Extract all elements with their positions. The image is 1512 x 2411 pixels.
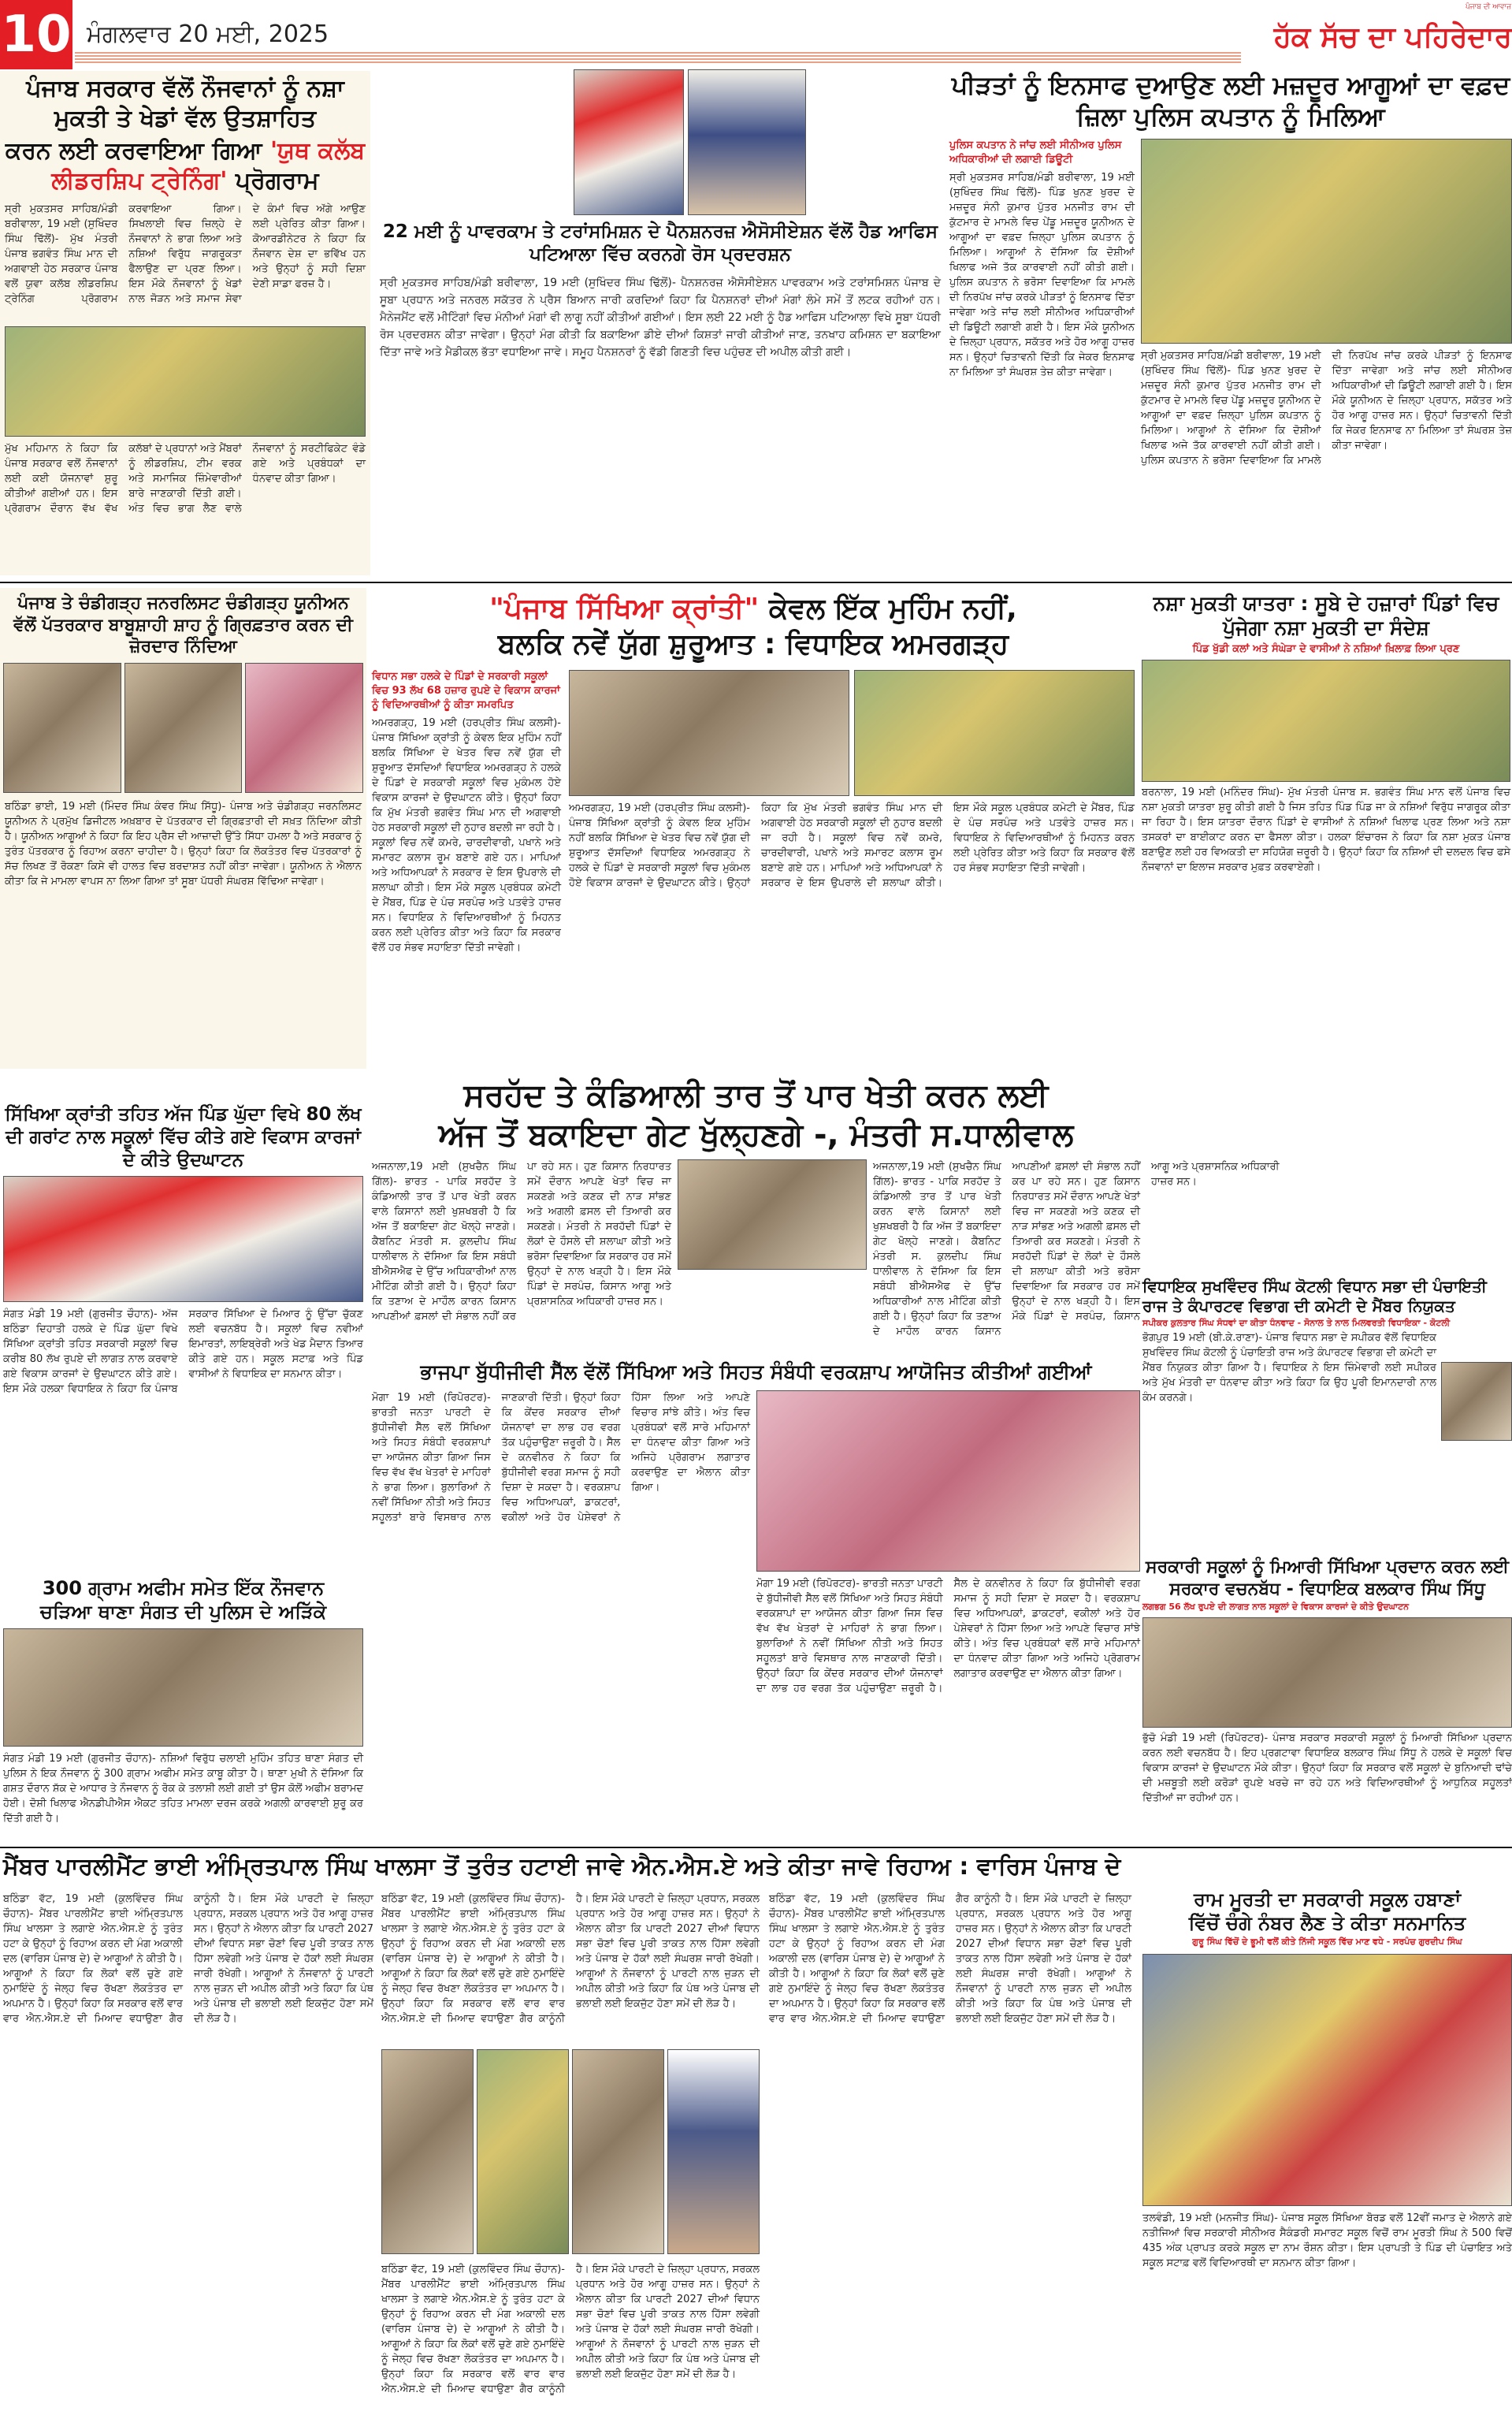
headline: ਬਲਕਿ ਨਵੇਂ ਯੁੱਗ ਸ਼ੁਰੂਆਤ : ਵਿਧਾਇਕ ਅਮਰਗੜ੍ਹ bbox=[497, 628, 1009, 660]
article-journalist-arrest bbox=[0, 588, 366, 1069]
article-amritpal bbox=[0, 1892, 1135, 2408]
masthead-tagline: ਪੰਜਾਬ ਦੀ ਆਵਾਜ਼ bbox=[1466, 3, 1512, 11]
header-rule bbox=[75, 52, 1241, 63]
article-youth-club bbox=[0, 71, 370, 575]
subheadline: ਵਿਧਾਨ ਸਭਾ ਹਲਕੇ ਦੇ ਪਿੰਡਾਂ ਦੇ ਸਰਕਾਰੀ ਸਕੂਲਾਂ ਵਿਚ 93 ਲੱਖ 68 ਹਜ਼ਾਰ ਰੁਪਏ ਦੇ ਵਿਕਾਸ ਕਾਰਜਾਂ ਨੂੰ ਵਿਦਿਆਰਥੀਆਂ ਨੂੰ ਕੀਤਾ ਸਮਰਪਿਤ bbox=[372, 671, 560, 711]
article-body: ਭੁੱਚੋ ਮੰਡੀ 19 ਮਈ (ਰਿਪੋਰਟਰ)- ਪੰਜਾਬ ਸਰਕਾਰ ਸਰਕਾਰੀ ਸਕੂਲਾਂ ਨੂੰ ਮਿਆਰੀ ਸਿੱਖਿਆ ਪ੍ਰਦਾਨ ਕਰਨ ਲਈ ਵਚਨਬੱਧ ਹੈ। ਇਹ ਪ੍ਰਗਟਾਵਾ ਵਿਧਾਇਕ ਬਲਕਾਰ ਸਿੰਘ ਸਿੱਧੂ ਨੇ ਹਲਕੇ ਦੇ ਸਕੂਲਾਂ ਵਿਚ ਵਿਕਾਸ ਕਾਰਜਾਂ ਦੇ ਉਦਘਾਟਨ ਮੌਕੇ ਕੀਤਾ। ਉਨ੍ਹਾਂ ਕਿਹਾ ਕਿ ਸਰਕਾਰ ਵਲੋਂ ਸਕੂਲਾਂ ਦੇ ਬੁਨਿਆਦੀ ਢਾਂਚੇ ਦੀ ਮਜ਼ਬੂਤੀ ਲਈ ਕਰੋੜਾਂ ਰੁਪਏ ਖਰਚੇ ਜਾ ਰਹੇ ਹਨ ਅਤੇ ਵਿਦਿਆਰਥੀਆਂ ਨੂੰ ਆਧੁਨਿਕ ਸਹੂਲਤਾਂ ਦਿੱਤੀਆਂ ਜਾ ਰਹੀਆਂ ਹਨ। bbox=[1142, 1732, 1512, 1804]
photo-yatra bbox=[1142, 660, 1510, 782]
headline: ਪੰਜਾਬ ਸਰਕਾਰ ਵੱਲੋਂ ਨੌਜਵਾਨਾਂ ਨੂੰ ਨਸ਼ਾ ਮੁਕਤੀ ਤੇ ਖੇਡਾਂ ਵੱਲ ਉਤਸ਼ਾਹਿਤ bbox=[26, 75, 344, 132]
headline-amritpal: ਮੈਂਬਰ ਪਾਰਲੀਮੈਂਟ ਭਾਈ ਅੰਮ੍ਰਿਤਪਾਲ ਸਿੰਘ ਖਾਲਸਾ ਤੋਂ ਤੁਰੰਤ ਹਟਾਈ ਜਾਵੇ ਐਨ.ਐਸ.ਏ ਅਤੇ ਕੀਤਾ ਜਾਵੇ ਰਿਹਾਅ : ਵਾਰਿਸ ਪੰਜਾਬ ਦੇ bbox=[3, 1853, 1121, 1881]
headline-part: ਪ੍ਰੋਗਰਾਮ bbox=[235, 166, 319, 195]
headline: ਨਸ਼ਾ ਮੁਕਤੀ ਯਾਤਰਾ : ਸੂਬੇ ਦੇ ਹਜ਼ਾਰਾਂ ਪਿੰਡਾਂ ਵਿਚ ਪੁੱਜੇਗਾ ਨਸ਼ਾ ਮੁਕਤੀ ਦਾ ਸੰਦੇਸ਼ bbox=[1153, 592, 1499, 640]
headline: ਚੜਿਆ ਥਾਣਾ ਸੰਗਤ ਦੀ ਪੁਲਿਸ ਦੇ ਅੜਿੱਕੇ bbox=[39, 1601, 327, 1623]
article-bjp-workshop bbox=[372, 1360, 1140, 1844]
article-body: ਮੁੱਖ ਮਹਿਮਾਨ ਨੇ ਕਿਹਾ ਕਿ ਪੰਜਾਬ ਸਰਕਾਰ ਵਲੋਂ ਨੌਜਵਾਨਾਂ ਲਈ ਕਈ ਯੋਜਨਾਵਾਂ ਸ਼ੁਰੂ ਕੀਤੀਆਂ ਗਈਆਂ ਹਨ। ਇਸ ਪ੍ਰੋਗਰਾਮ ਦੌਰਾਨ ਵੱਖ ਵੱਖ ਕਲੱਬਾਂ ਦੇ ਪ੍ਰਧਾਨਾਂ ਅਤੇ ਮੈਂਬਰਾਂ ਨੂੰ ਲੀਡਰਸ਼ਿਪ, ਟੀਮ ਵਰਕ ਅਤੇ ਸਮਾਜਿਕ ਜ਼ਿੰਮੇਵਾਰੀਆਂ ਬਾਰੇ ਜਾਣਕਾਰੀ ਦਿੱਤੀ ਗਈ। ਅੰਤ ਵਿਚ ਭਾਗ ਲੈਣ ਵਾਲੇ ਨੌਜਵਾਨਾਂ ਨੂੰ ਸਰਟੀਫਿਕੇਟ ਵੰਡੇ ਗਏ ਅਤੇ ਪ੍ਰਬੰਧਕਾਂ ਦਾ ਧੰਨਵਾਦ ਕੀਤਾ ਗਿਆ। bbox=[5, 443, 366, 515]
subheadline: ਪੁਲਿਸ ਕਪਤਾਨ ਨੇ ਜਾਂਚ ਲਈ ਸੀਨੀਅਰ ਪੁਲਿਸ ਅਧਿਕਾਰੀਆਂ ਦੀ ਲਗਾਈ ਡਿਊਟੀ bbox=[949, 140, 1122, 166]
headline: ਸਿੱਖਿਆ ਕ੍ਰਾਂਤੀ ਤਹਿਤ ਅੱਜ ਪਿੰਡ ਘੁੱਦਾ ਵਿਖੇ 80 ਲੱਖ ਦੀ ਗਰਾਂਟ ਨਾਲ ਸਕੂਲਾਂ ਵਿੱਚ ਕੀਤੇ ਗਏ ਵਿਕਾਸ ਕਾਰਜਾਂ ਦੇ ਕੀਤੇ ਉਦਘਾਟਨ bbox=[5, 1104, 362, 1170]
article-body-continued: ਅਮਰਗੜ੍ਹ, 19 ਮਈ (ਹਰਪ੍ਰੀਤ ਸਿੰਘ ਕਲਸੀ)- ਪੰਜਾਬ ਸਿੱਖਿਆ ਕ੍ਰਾਂਤੀ ਨੂੰ ਕੇਵਲ ਇਕ ਮੁਹਿੰਮ ਨਹੀਂ ਬਲਕਿ ਸਿੱਖਿਆ ਦੇ ਖੇਤਰ ਵਿਚ ਨਵੇਂ ਯੁੱਗ ਦੀ ਸ਼ੁਰੂਆਤ ਦੱਸਦਿਆਂ ਵਿਧਾਇਕ ਅਮਰਗੜ੍ਹ ਨੇ ਹਲਕੇ ਦੇ ਪਿੰਡਾਂ ਦੇ ਸਰਕਾਰੀ ਸਕੂਲਾਂ ਵਿਚ ਮੁਕੰਮਲ ਹੋਏ ਵਿਕਾਸ ਕਾਰਜਾਂ ਦੇ ਉਦਘਾਟਨ ਕੀਤੇ। ਉਨ੍ਹਾਂ ਕਿਹਾ ਕਿ ਮੁੱਖ ਮੰਤਰੀ ਭਗਵੰਤ ਸਿੰਘ ਮਾਨ ਦੀ ਅਗਵਾਈ ਹੇਠ ਸਰਕਾਰੀ ਸਕੂਲਾਂ ਦੀ ਨੁਹਾਰ ਬਦਲੀ ਜਾ ਰਹੀ ਹੈ। ਸਕੂਲਾਂ ਵਿਚ ਨਵੇਂ ਕਮਰੇ, ਚਾਰਦੀਵਾਰੀ, ਪਖਾਨੇ ਅਤੇ ਸਮਾਰਟ ਕਲਾਸ ਰੂਮ ਬਣਾਏ ਗਏ ਹਨ। ਮਾਪਿਆਂ ਅਤੇ ਅਧਿਆਪਕਾਂ ਨੇ ਸਰਕਾਰ ਦੇ ਇਸ ਉਪਰਾਲੇ ਦੀ ਸ਼ਲਾਘਾ ਕੀਤੀ। ਇਸ ਮੌਕੇ ਸਕੂਲ ਪ੍ਰਬੰਧਕ ਕਮੇਟੀ ਦੇ ਮੈਂਬਰ, ਪਿੰਡ ਦੇ ਪੰਚ ਸਰਪੰਚ ਅਤੇ ਪਤਵੰਤੇ ਹਾਜ਼ਰ ਸਨ। ਵਿਧਾਇਕ ਨੇ ਵਿਦਿਆਰਥੀਆਂ ਨੂੰ ਮਿਹਨਤ ਕਰਨ ਲਈ ਪ੍ਰੇਰਿਤ ਕੀਤਾ ਅਤੇ ਕਿਹਾ ਕਿ ਸਰਕਾਰ ਵੱਲੋਂ ਹਰ ਸੰਭਵ ਸਹਾਇਤਾ ਦਿੱਤੀ ਜਾਵੇਗੀ। bbox=[569, 802, 1135, 889]
headline: 22 ਮਈ ਨੂੰ ਪਾਵਰਕਾਮ ਤੇ ਟਰਾਂਸਮਿਸ਼ਨ ਦੇ ਪੈਨਸ਼ਨਰਜ਼ ਐਸੋਸੀਏਸ਼ਨ ਵੱਲੋਂ ਹੈਡ ਆਫਿਸ ਪਟਿਆਲਾ ਵਿੱਚ ਕਰਨਗੇ ਰੋਸ ਪ੍ਰਦਰਸ਼ਨ bbox=[382, 221, 938, 265]
headline: ਸਰਕਾਰੀ ਸਕੂਲਾਂ ਨੂੰ ਮਿਆਰੀ ਸਿੱਖਿਆ ਪ੍ਰਦਾਨ ਕਰਨ ਲਈ bbox=[1145, 1557, 1510, 1577]
headline: ਸਰਹੱਦ ਤੇ ਕੰਡਿਆਲੀ ਤਾਰ ਤੋਂ ਪਾਰ ਖੇਤੀ ਕਰਨ ਲਈ bbox=[463, 1077, 1049, 1114]
article-body: ਸ੍ਰੀ ਮੁਕਤਸਰ ਸਾਹਿਬ/ਮੰਡੀ ਬਰੀਵਾਲਾ, 19 ਮਈ (ਸੁਖਿੰਦਰ ਸਿੰਘ ਢਿੱਲੋਂ)- ਪਿੰਡ ਖੁਨਣ ਖੁਰਦ ਦੇ ਮਜ਼ਦੂਰ ਸੰਨੀ ਕੁਮਾਰ ਪੁੱਤਰ ਮਨਜੀਤ ਰਾਮ ਦੀ ਕੁੱਟਮਾਰ ਦੇ ਮਾਮਲੇ ਵਿਚ ਪੇਂਡੂ ਮਜ਼ਦੂਰ ਯੂਨੀਅਨ ਦੇ ਆਗੂਆਂ ਦਾ ਵਫ਼ਦ ਜ਼ਿਲ੍ਹਾ ਪੁਲਿਸ ਕਪਤਾਨ ਨੂੰ ਮਿਲਿਆ। ਆਗੂਆਂ ਨੇ ਦੱਸਿਆ ਕਿ ਦੋਸ਼ੀਆਂ ਖਿਲਾਫ ਅਜੇ ਤੱਕ ਕਾਰਵਾਈ ਨਹੀਂ ਕੀਤੀ ਗਈ। ਪੁਲਿਸ ਕਪਤਾਨ ਨੇ ਭਰੋਸਾ ਦਿਵਾਇਆ ਕਿ ਮਾਮਲੇ ਦੀ ਨਿਰਪੱਖ ਜਾਂਚ ਕਰਕੇ ਪੀੜਤਾਂ ਨੂੰ ਇਨਸਾਫ ਦਿੱਤਾ ਜਾਵੇਗਾ ਅਤੇ ਜਾਂਚ ਲਈ ਸੀਨੀਅਰ ਅਧਿਕਾਰੀਆਂ ਦੀ ਡਿਊਟੀ ਲਗਾਈ ਗਈ ਹੈ। ਇਸ ਮੌਕੇ ਯੂਨੀਅਨ ਦੇ ਜ਼ਿਲ੍ਹਾ ਪ੍ਰਧਾਨ, ਸਕੱਤਰ ਅਤੇ ਹੋਰ ਆਗੂ ਹਾਜ਼ਰ ਸਨ। ਉਨ੍ਹਾਂ ਚਿਤਾਵਨੀ ਦਿੱਤੀ ਕਿ ਜੇਕਰ ਇਨਸਾਫ ਨਾ ਮਿਲਿਆ ਤਾਂ ਸੰਘਰਸ਼ ਤੇਜ਼ ਕੀਤਾ ਜਾਵੇਗਾ। bbox=[949, 172, 1135, 378]
article-body: ਸ੍ਰੀ ਮੁਕਤਸਰ ਸਾਹਿਬ/ਮੰਡੀ ਬਰੀਵਾਲਾ, 19 ਮਈ (ਸੁਖਿੰਦਰ ਸਿੰਘ ਢਿੱਲੋਂ)- ਮੁੱਖ ਮੰਤਰੀ ਪੰਜਾਬ ਭਗਵੰਤ ਸਿੰਘ ਮਾਨ ਦੀ ਅਗਵਾਈ ਹੇਠ ਸਰਕਾਰ ਪੰਜਾਬ ਵਲੋਂ ਯੁਵਾ ਕਲੱਬ ਲੀਡਰਸ਼ਿਪ ਟ੍ਰੇਨਿੰਗ ਪ੍ਰੋਗਰਾਮ ਕਰਵਾਇਆ ਗਿਆ। ਸਿਖਲਾਈ ਵਿਚ ਜ਼ਿਲ੍ਹੇ ਦੇ ਨੌਜਵਾਨਾਂ ਨੇ ਭਾਗ ਲਿਆ ਅਤੇ ਨਸ਼ਿਆਂ ਵਿਰੁੱਧ ਜਾਗਰੂਕਤਾ ਫੈਲਾਉਣ ਦਾ ਪ੍ਰਣ ਲਿਆ। ਇਸ ਮੌਕੇ ਨੌਜਵਾਨਾਂ ਨੂੰ ਖੇਡਾਂ ਨਾਲ ਜੋੜਨ ਅਤੇ ਸਮਾਜ ਸੇਵਾ ਦੇ ਕੰਮਾਂ ਵਿਚ ਅੱਗੇ ਆਉਣ ਲਈ ਪ੍ਰੇਰਿਤ ਕੀਤਾ ਗਿਆ। ਕੋਆਰਡੀਨੇਟਰ ਨੇ ਕਿਹਾ ਕਿ ਨੌਜਵਾਨ ਦੇਸ਼ ਦਾ ਭਵਿੱਖ ਹਨ ਅਤੇ ਉਨ੍ਹਾਂ ਨੂੰ ਸਹੀ ਦਿਸ਼ਾ ਦੇਣੀ ਸਾਡਾ ਫਰਜ਼ ਹੈ। bbox=[5, 203, 366, 305]
article-body-continued: ਮੋਗਾ 19 ਮਈ (ਰਿਪੋਰਟਰ)- ਭਾਰਤੀ ਜਨਤਾ ਪਾਰਟੀ ਦੇ ਬੁੱਧੀਜੀਵੀ ਸੈੱਲ ਵਲੋਂ ਸਿੱਖਿਆ ਅਤੇ ਸਿਹਤ ਸੰਬੰਧੀ ਵਰਕਸ਼ਾਪਾਂ ਦਾ ਆਯੋਜਨ ਕੀਤਾ ਗਿਆ ਜਿਸ ਵਿਚ ਵੱਖ ਵੱਖ ਖੇਤਰਾਂ ਦੇ ਮਾਹਿਰਾਂ ਨੇ ਭਾਗ ਲਿਆ। ਬੁਲਾਰਿਆਂ ਨੇ ਨਵੀਂ ਸਿੱਖਿਆ ਨੀਤੀ ਅਤੇ ਸਿਹਤ ਸਹੂਲਤਾਂ ਬਾਰੇ ਵਿਸਥਾਰ ਨਾਲ ਜਾਣਕਾਰੀ ਦਿੱਤੀ। ਉਨ੍ਹਾਂ ਕਿਹਾ ਕਿ ਕੇਂਦਰ ਸਰਕਾਰ ਦੀਆਂ ਯੋਜਨਾਵਾਂ ਦਾ ਲਾਭ ਹਰ ਵਰਗ ਤੱਕ ਪਹੁੰਚਾਉਣਾ ਜ਼ਰੂਰੀ ਹੈ। ਸੈੱਲ ਦੇ ਕਨਵੀਨਰ ਨੇ ਕਿਹਾ ਕਿ ਬੁੱਧੀਜੀਵੀ ਵਰਗ ਸਮਾਜ ਨੂੰ ਸਹੀ ਦਿਸ਼ਾ ਦੇ ਸਕਦਾ ਹੈ। ਵਰਕਸ਼ਾਪ ਵਿਚ ਅਧਿਆਪਕਾਂ, ਡਾਕਟਰਾਂ, ਵਕੀਲਾਂ ਅਤੇ ਹੋਰ ਪੇਸ਼ੇਵਰਾਂ ਨੇ ਹਿੱਸਾ ਲਿਆ ਅਤੇ ਆਪਣੇ ਵਿਚਾਰ ਸਾਂਝੇ ਕੀਤੇ। ਅੰਤ ਵਿਚ ਪ੍ਰਬੰਧਕਾਂ ਵਲੋਂ ਸਾਰੇ ਮਹਿਮਾਨਾਂ ਦਾ ਧੰਨਵਾਦ ਕੀਤਾ ਗਿਆ ਅਤੇ ਅਜਿਹੇ ਪ੍ਰੋਗਰਾਮ ਲਗਾਤਾਰ ਕਰਵਾਉਣ ਦਾ ਐਲਾਨ ਕੀਤਾ ਗਿਆ। bbox=[756, 1578, 1140, 1695]
article-drug-free-yatra bbox=[1140, 591, 1512, 1068]
subheadline: ਸਪੀਕਰ ਕੁਲਤਾਰ ਸਿੰਘ ਸੰਧਵਾਂ ਦਾ ਕੀਤਾ ਧੰਨਵਾਦ - ਸੋਨਾਲ ਤੇ ਨਾਲ ਮਿਲਵਰਤੀ ਵਿਧਾਇਕਾ - ਕੋਟਲੀ bbox=[1142, 1318, 1451, 1328]
article-body-continued: ਬਠਿੰਡਾ ਵੱਟ, 19 ਮਈ (ਕੁਲਵਿੰਦਰ ਸਿੰਘ ਚੌਹਾਨ)- ਮੈਂਬਰ ਪਾਰਲੀਮੈਂਟ ਭਾਈ ਅੰਮ੍ਰਿਤਪਾਲ ਸਿੰਘ ਖਾਲਸਾ ਤੇ ਲਗਾਏ ਐਨ.ਐਸ.ਏ ਨੂੰ ਤੁਰੰਤ ਹਟਾ ਕੇ ਉਨ੍ਹਾਂ ਨੂੰ ਰਿਹਾਅ ਕਰਨ ਦੀ ਮੰਗ ਅਕਾਲੀ ਦਲ (ਵਾਰਿਸ ਪੰਜਾਬ ਦੇ) ਦੇ ਆਗੂਆਂ ਨੇ ਕੀਤੀ ਹੈ। ਆਗੂਆਂ ਨੇ ਕਿਹਾ ਕਿ ਲੋਕਾਂ ਵਲੋਂ ਚੁਣੇ ਗਏ ਨੁਮਾਇੰਦੇ ਨੂੰ ਜੇਲ੍ਹ ਵਿਚ ਰੱਖਣਾ ਲੋਕਤੰਤਰ ਦਾ ਅਪਮਾਨ ਹੈ। ਉਨ੍ਹਾਂ ਕਿਹਾ ਕਿ ਸਰਕਾਰ ਵਲੋਂ ਵਾਰ ਵਾਰ ਐਨ.ਐਸ.ਏ ਦੀ ਮਿਆਦ ਵਧਾਉਣਾ ਗੈਰ ਕਾਨੂੰਨੀ ਹੈ। ਇਸ ਮੌਕੇ ਪਾਰਟੀ ਦੇ ਜ਼ਿਲ੍ਹਾ ਪ੍ਰਧਾਨ, ਸਰਕਲ ਪ੍ਰਧਾਨ ਅਤੇ ਹੋਰ ਆਗੂ ਹਾਜ਼ਰ ਸਨ। ਉਨ੍ਹਾਂ ਨੇ ਐਲਾਨ ਕੀਤਾ ਕਿ ਪਾਰਟੀ 2027 ਦੀਆਂ ਵਿਧਾਨ ਸਭਾ ਚੋਣਾਂ ਵਿਚ ਪੂਰੀ ਤਾਕਤ ਨਾਲ ਹਿੱਸਾ ਲਵੇਗੀ ਅਤੇ ਪੰਜਾਬ ਦੇ ਹੱਕਾਂ ਲਈ ਸੰਘਰਸ਼ ਜਾਰੀ ਰੱਖੇਗੀ। ਆਗੂਆਂ ਨੇ ਨੌਜਵਾਨਾਂ ਨੂੰ ਪਾਰਟੀ ਨਾਲ ਜੁੜਨ ਦੀ ਅਪੀਲ ਕੀਤੀ ਅਤੇ ਕਿਹਾ ਕਿ ਪੰਥ ਅਤੇ ਪੰਜਾਬ ਦੀ ਭਲਾਈ ਲਈ ਇਕਜੁੱਟ ਹੋਣਾ ਸਮੇਂ ਦੀ ਲੋੜ ਹੈ। bbox=[769, 1893, 1131, 2025]
issue-date: ਮੰਗਲਵਾਰ 20 ਮਈ, 2025 bbox=[87, 20, 329, 48]
article-body: ਸੰਗਤ ਮੰਡੀ 19 ਮਈ (ਗੁਰਜੀਤ ਚੌਹਾਨ)- ਅੱਜ ਬਠਿੰਡਾ ਦਿਹਾਤੀ ਹਲਕੇ ਦੇ ਪਿੰਡ ਘੁੱਦਾ ਵਿਖੇ ਸਿੱਖਿਆ ਕ੍ਰਾਂਤੀ ਤਹਿਤ ਸਰਕਾਰੀ ਸਕੂਲਾਂ ਵਿਚ ਕਰੀਬ 80 ਲੱਖ ਰੁਪਏ ਦੀ ਲਾਗਤ ਨਾਲ ਕਰਵਾਏ ਗਏ ਵਿਕਾਸ ਕਾਰਜਾਂ ਦੇ ਉਦਘਾਟਨ ਕੀਤੇ ਗਏ। ਇਸ ਮੌਕੇ ਹਲਕਾ ਵਿਧਾਇਕ ਨੇ ਕਿਹਾ ਕਿ ਪੰਜਾਬ ਸਰਕਾਰ ਸਿੱਖਿਆ ਦੇ ਮਿਆਰ ਨੂੰ ਉੱਚਾ ਚੁੱਕਣ ਲਈ ਵਚਨਬੱਧ ਹੈ। ਸਕੂਲਾਂ ਵਿਚ ਨਵੀਆਂ ਇਮਾਰਤਾਂ, ਲਾਇਬ੍ਰੇਰੀ ਅਤੇ ਖੇਡ ਮੈਦਾਨ ਤਿਆਰ ਕੀਤੇ ਗਏ ਹਨ। ਸਕੂਲ ਸਟਾਫ਼ ਅਤੇ ਪਿੰਡ ਵਾਸੀਆਂ ਨੇ ਵਿਧਾਇਕ ਦਾ ਸਨਮਾਨ ਕੀਤਾ। bbox=[3, 1308, 363, 1396]
photo-workshop bbox=[756, 1390, 1140, 1572]
headline-part: ਕੇਵਲ ਇੱਕ ਮੁਹਿੰਮ ਨਹੀਂ, bbox=[768, 593, 1017, 625]
article-body: ਬਰਨਾਲਾ, 19 ਮਈ (ਮਨਿੰਦਰ ਸਿੰਘ)- ਮੁੱਖ ਮੰਤਰੀ ਪੰਜਾਬ ਸ. ਭਗਵੰਤ ਸਿੰਘ ਮਾਨ ਵਲੋਂ ਪੰਜਾਬ ਵਿਚ ਨਸ਼ਾ ਮੁਕਤੀ ਯਾਤਰਾ ਸ਼ੁਰੂ ਕੀਤੀ ਗਈ ਹੈ ਜਿਸ ਤਹਿਤ ਪਿੰਡ ਪਿੰਡ ਜਾ ਕੇ ਨਸ਼ਿਆਂ ਵਿਰੁੱਧ ਜਾਗਰੂਕ ਕੀਤਾ ਜਾ ਰਿਹਾ ਹੈ। ਇਸ ਯਾਤਰਾ ਦੌਰਾਨ ਪਿੰਡਾਂ ਦੇ ਵਾਸੀਆਂ ਨੇ ਨਸ਼ਿਆਂ ਖਿਲਾਫ ਪ੍ਰਣ ਲਿਆ ਅਤੇ ਨਸ਼ਾ ਤਸਕਰਾਂ ਦਾ ਬਾਈਕਾਟ ਕਰਨ ਦਾ ਫੈਸਲਾ ਕੀਤਾ। ਹਲਕਾ ਇੰਚਾਰਜ ਨੇ ਕਿਹਾ ਕਿ ਨਸ਼ਾ ਮੁਕਤ ਪੰਜਾਬ ਬਣਾਉਣ ਲਈ ਹਰ ਵਿਅਕਤੀ ਦਾ ਸਹਿਯੋਗ ਜ਼ਰੂਰੀ ਹੈ। ਉਨ੍ਹਾਂ ਕਿਹਾ ਕਿ ਨਸ਼ਿਆਂ ਦੀ ਦਲਦਲ ਵਿਚ ਫਸੇ ਨੌਜਵਾਨਾਂ ਦਾ ਇਲਾਜ ਸਰਕਾਰ ਮੁਫ਼ਤ ਕਰਵਾਏਗੀ। bbox=[1142, 786, 1510, 873]
article-mla-kotli bbox=[1142, 1277, 1512, 1553]
article-opium-arrest bbox=[0, 1576, 366, 1844]
divider bbox=[0, 582, 1512, 583]
headline-highlight: 'ਯੁਥ ਕਲੱਬ ਲੀਡਰਸ਼ਿਪ ਟ੍ਰੇਨਿੰਗ' bbox=[51, 137, 366, 195]
headline-part: ਕਰਨ ਲਈ ਕਰਵਾਇਆ ਗਿਆ bbox=[5, 137, 262, 165]
photo-portrait bbox=[667, 2049, 760, 2254]
article-body: ਤਲਵੰਡੀ, 19 ਮਈ (ਮਨਜੀਤ ਸਿੰਘ)- ਪੰਜਾਬ ਸਕੂਲ ਸਿੱਖਿਆ ਬੋਰਡ ਵਲੋਂ 12ਵੀਂ ਜਮਾਤ ਦੇ ਐਲਾਨੇ ਗਏ ਨਤੀਜਿਆਂ ਵਿਚ ਸਰਕਾਰੀ ਸੀਨੀਅਰ ਸੈਕੰਡਰੀ ਸਮਾਰਟ ਸਕੂਲ ਵਿਚੋਂ ਰਾਮ ਮੂਰਤੀ ਸਿੰਘ ਨੇ 500 ਵਿਚੋਂ 435 ਅੰਕ ਪ੍ਰਾਪਤ ਕਰਕੇ ਸਕੂਲ ਦਾ ਨਾਮ ਰੌਸ਼ਨ ਕੀਤਾ। ਇਸ ਪ੍ਰਾਪਤੀ ਤੇ ਪਿੰਡ ਦੀ ਪੰਚਾਇਤ ਅਤੇ ਸਕੂਲ ਸਟਾਫ਼ ਵਲੋਂ ਵਿਦਿਆਰਥੀ ਦਾ ਸਨਮਾਨ ਕੀਤਾ ਗਿਆ। bbox=[1142, 2212, 1512, 2269]
photo-delegation bbox=[1141, 139, 1512, 344]
headline: ਵਿਧਾਇਕ ਸੁਖਵਿੰਦਰ ਸਿੰਘ ਕੋਟਲੀ ਵਿਧਾਨ ਸਭਾ ਦੀ ਪੰਚਾਇਤੀ ਰਾਜ ਤੇ ਕੰਪਾਰਟਵ ਵਿਭਾਗ ਦੀ ਕਮੇਟੀ ਦੇ ਮੈਂਬਰ ਨਿਯੁਕਤ bbox=[1142, 1277, 1487, 1315]
subheadline: ਪਿੰਡ ਖੁੱਡੀ ਕਲਾਂ ਅਤੇ ਸੰਘੇੜਾ ਦੇ ਵਾਸੀਆਂ ਨੇ ਨਸ਼ਿਆਂ ਖ਼ਿਲਾਫ਼ ਲਿਆ ਪ੍ਰਣ bbox=[1192, 642, 1460, 655]
page-number: 10 bbox=[0, 0, 72, 69]
article-labour-delegation bbox=[949, 69, 1512, 578]
headline: ਸਰਕਾਰ ਵਚਨਬੱਧ - ਵਿਧਾਇਕ ਬਲਕਾਰ ਸਿੰਘ ਸਿੱਧੂ bbox=[1169, 1579, 1485, 1599]
headline-highlight: "ਪੰਜਾਬ ਸਿੱਖਿਆ ਕ੍ਰਾਂਤੀ" bbox=[489, 593, 760, 625]
photo-school-inauguration bbox=[1142, 1617, 1512, 1728]
photo-minister bbox=[678, 1159, 867, 1270]
photo-school-event bbox=[854, 670, 1135, 796]
article-body: ਸ੍ਰੀ ਮੁਕਤਸਰ ਸਾਹਿਬ/ਮੰਡੀ ਬਰੀਵਾਲਾ, 19 ਮਈ (ਸੁਖਿੰਦਰ ਸਿੰਘ ਢਿੱਲੋਂ)- ਪੈਨਸ਼ਨਰਜ਼ ਐਸੋਸੀਏਸ਼ਨ ਪਾਵਰਕਾਮ ਅਤੇ ਟਰਾਂਸਮਿਸ਼ਨ ਪੰਜਾਬ ਦੇ ਸੂਬਾ ਪ੍ਰਧਾਨ ਅਤੇ ਜਨਰਲ ਸਕੱਤਰ ਨੇ ਪ੍ਰੈਸ ਬਿਆਨ ਜਾਰੀ ਕਰਦਿਆਂ ਕਿਹਾ ਕਿ ਪੈਨਸ਼ਨਰਾਂ ਦੀਆਂ ਮੰਗਾਂ ਲੰਮੇ ਸਮੇਂ ਤੋਂ ਲਟਕ ਰਹੀਆਂ ਹਨ। ਮੈਨੇਜਮੈਂਟ ਵਲੋਂ ਮੀਟਿੰਗਾਂ ਵਿਚ ਮੰਨੀਆਂ ਮੰਗਾਂ ਵੀ ਲਾਗੂ ਨਹੀਂ ਕੀਤੀਆਂ ਗਈਆਂ। ਇਸ ਲਈ 22 ਮਈ ਨੂੰ ਹੈਡ ਆਫਿਸ ਪਟਿਆਲਾ ਵਿਖੇ ਸੂਬਾ ਪੱਧਰੀ ਰੋਸ ਪ੍ਰਦਰਸ਼ਨ ਕੀਤਾ ਜਾਵੇਗਾ। ਉਨ੍ਹਾਂ ਮੰਗ ਕੀਤੀ ਕਿ ਬਕਾਇਆ ਡੀਏ ਦੀਆਂ ਕਿਸ਼ਤਾਂ ਜਾਰੀ ਕੀਤੀਆਂ ਜਾਣ, ਤਨਖਾਹ ਕਮਿਸ਼ਨ ਦਾ ਬਕਾਇਆ ਦਿੱਤਾ ਜਾਵੇ ਅਤੇ ਮੈਡੀਕਲ ਭੱਤਾ ਵਧਾਇਆ ਜਾਵੇ। ਸਮੂਹ ਪੈਨਸ਼ਨਰਾਂ ਨੂੰ ਵੱਡੀ ਗਿਣਤੀ ਵਿਚ ਪਹੁੰਚਣ ਦੀ ਅਪੀਲ ਕੀਤੀ ਗਈ। bbox=[380, 277, 941, 359]
headline: 300 ਗ੍ਰਾਮ ਅਫੀਮ ਸਮੇਤ ਇੱਕ ਨੌਜਵਾਨ bbox=[42, 1577, 325, 1599]
photo-police bbox=[3, 1628, 363, 1747]
subheadline: ਲਗਭਗ 56 ਲੱਖ ਰੁਪਏ ਦੀ ਲਾਗਤ ਨਾਲ ਸਕੂਲਾਂ ਦੇ ਵਿਕਾਸ ਕਾਰਜਾਂ ਦੇ ਕੀਤੇ ਉਦਘਾਟਨ bbox=[1142, 1602, 1410, 1612]
photo-portrait bbox=[245, 663, 363, 793]
article-body-continued: ਅਜਨਾਲਾ,19 ਮਈ (ਸੁਖਚੈਨ ਸਿੰਘ ਗਿੱਲ)- ਭਾਰਤ - ਪਾਕਿ ਸਰਹੱਦ ਤੇ ਕੰਡਿਆਲੀ ਤਾਰ ਤੋਂ ਪਾਰ ਖੇਤੀ ਕਰਨ ਵਾਲੇ ਕਿਸਾਨਾਂ ਲਈ ਖੁਸ਼ਖਬਰੀ ਹੈ ਕਿ ਅੱਜ ਤੋਂ ਬਕਾਇਦਾ ਗੇਟ ਖੋਲ੍ਹੇ ਜਾਣਗੇ। ਕੈਬਨਿਟ ਮੰਤਰੀ ਸ. ਕੁਲਦੀਪ ਸਿੰਘ ਧਾਲੀਵਾਲ ਨੇ ਦੱਸਿਆ ਕਿ ਇਸ ਸਬੰਧੀ ਬੀਐਸਐਫ ਦੇ ਉੱਚ ਅਧਿਕਾਰੀਆਂ ਨਾਲ ਮੀਟਿੰਗ ਕੀਤੀ ਗਈ ਹੈ। ਉਨ੍ਹਾਂ ਕਿਹਾ ਕਿ ਤਣਾਅ ਦੇ ਮਾਹੌਲ ਕਾਰਨ ਕਿਸਾਨ ਆਪਣੀਆਂ ਫ਼ਸਲਾਂ ਦੀ ਸੰਭਾਲ ਨਹੀਂ ਕਰ ਪਾ ਰਹੇ ਸਨ। ਹੁਣ ਕਿਸਾਨ ਨਿਰਧਾਰਤ ਸਮੇਂ ਦੌਰਾਨ ਆਪਣੇ ਖੇਤਾਂ ਵਿਚ ਜਾ ਸਕਣਗੇ ਅਤੇ ਕਣਕ ਦੀ ਨਾੜ ਸਾਂਭਣ ਅਤੇ ਅਗਲੀ ਫ਼ਸਲ ਦੀ ਤਿਆਰੀ ਕਰ ਸਕਣਗੇ। ਮੰਤਰੀ ਨੇ ਸਰਹੱਦੀ ਪਿੰਡਾਂ ਦੇ ਲੋਕਾਂ ਦੇ ਹੌਸਲੇ ਦੀ ਸ਼ਲਾਘਾ ਕੀਤੀ ਅਤੇ ਭਰੋਸਾ ਦਿਵਾਇਆ ਕਿ ਸਰਕਾਰ ਹਰ ਸਮੇਂ ਉਨ੍ਹਾਂ ਦੇ ਨਾਲ ਖੜ੍ਹੀ ਹੈ। ਇਸ ਮੌਕੇ ਪਿੰਡਾਂ ਦੇ ਸਰਪੰਚ, ਕਿਸਾਨ ਆਗੂ ਅਤੇ ਪ੍ਰਸ਼ਾਸਨਿਕ ਅਧਿਕਾਰੀ ਹਾਜ਼ਰ ਸਨ। bbox=[873, 1161, 1280, 1338]
headline: ਭਾਜਪਾ ਬੁੱਧੀਜੀਵੀ ਸੈੱਲ ਵੱਲੋਂ ਸਿੱਖਿਆ ਅਤੇ ਸਿਹਤ ਸੰਬੰਧੀ ਵਰਕਸ਼ਾਪ ਆਯੋਜਿਤ ਕੀਤੀਆਂ ਗਈਆਂ bbox=[420, 1360, 1092, 1383]
photo-portrait bbox=[574, 69, 684, 215]
photo-portrait bbox=[3, 663, 121, 793]
article-education-revolution bbox=[372, 591, 1135, 1068]
headline: ਪੀੜਤਾਂ ਨੂੰ ਇਨਸਾਫ ਦੁਆਉਣ ਲਈ ਮਜ਼ਦੂਰ ਆਗੂਆਂ ਦਾ ਵਫ਼ਦ ਜ਼ਿਲਾ ਪੁਲਿਸ ਕਪਤਾਨ ਨੂੰ ਮਿਲਿਆ bbox=[951, 70, 1510, 132]
headline: ਵਿੱਚੋਂ ਚੰਗੇ ਨੰਬਰ ਲੈਣ ਤੇ ਕੀਤਾ ਸਨਮਾਨਿਤ bbox=[1188, 1912, 1466, 1934]
photo-portrait bbox=[688, 69, 806, 215]
photo-youth-group bbox=[5, 326, 366, 437]
photo-portrait bbox=[572, 2049, 664, 2254]
article-body-continued: ਸ੍ਰੀ ਮੁਕਤਸਰ ਸਾਹਿਬ/ਮੰਡੀ ਬਰੀਵਾਲਾ, 19 ਮਈ (ਸੁਖਿੰਦਰ ਸਿੰਘ ਢਿੱਲੋਂ)- ਪਿੰਡ ਖੁਨਣ ਖੁਰਦ ਦੇ ਮਜ਼ਦੂਰ ਸੰਨੀ ਕੁਮਾਰ ਪੁੱਤਰ ਮਨਜੀਤ ਰਾਮ ਦੀ ਕੁੱਟਮਾਰ ਦੇ ਮਾਮਲੇ ਵਿਚ ਪੇਂਡੂ ਮਜ਼ਦੂਰ ਯੂਨੀਅਨ ਦੇ ਆਗੂਆਂ ਦਾ ਵਫ਼ਦ ਜ਼ਿਲ੍ਹਾ ਪੁਲਿਸ ਕਪਤਾਨ ਨੂੰ ਮਿਲਿਆ। ਆਗੂਆਂ ਨੇ ਦੱਸਿਆ ਕਿ ਦੋਸ਼ੀਆਂ ਖਿਲਾਫ ਅਜੇ ਤੱਕ ਕਾਰਵਾਈ ਨਹੀਂ ਕੀਤੀ ਗਈ। ਪੁਲਿਸ ਕਪਤਾਨ ਨੇ ਭਰੋਸਾ ਦਿਵਾਇਆ ਕਿ ਮਾਮਲੇ ਦੀ ਨਿਰਪੱਖ ਜਾਂਚ ਕਰਕੇ ਪੀੜਤਾਂ ਨੂੰ ਇਨਸਾਫ ਦਿੱਤਾ ਜਾਵੇਗਾ ਅਤੇ ਜਾਂਚ ਲਈ ਸੀਨੀਅਰ ਅਧਿਕਾਰੀਆਂ ਦੀ ਡਿਊਟੀ ਲਗਾਈ ਗਈ ਹੈ। ਇਸ ਮੌਕੇ ਯੂਨੀਅਨ ਦੇ ਜ਼ਿਲ੍ਹਾ ਪ੍ਰਧਾਨ, ਸਕੱਤਰ ਅਤੇ ਹੋਰ ਆਗੂ ਹਾਜ਼ਰ ਸਨ। ਉਨ੍ਹਾਂ ਚਿਤਾਵਨੀ ਦਿੱਤੀ ਕਿ ਜੇਕਰ ਇਨਸਾਫ ਨਾ ਮਿਲਿਆ ਤਾਂ ਸੰਘਰਸ਼ ਤੇਜ਼ ਕੀਤਾ ਜਾਵੇਗਾ। bbox=[1141, 350, 1512, 467]
article-body-continued: ਬਠਿੰਡਾ ਵੱਟ, 19 ਮਈ (ਕੁਲਵਿੰਦਰ ਸਿੰਘ ਚੌਹਾਨ)- ਮੈਂਬਰ ਪਾਰਲੀਮੈਂਟ ਭਾਈ ਅੰਮ੍ਰਿਤਪਾਲ ਸਿੰਘ ਖਾਲਸਾ ਤੇ ਲਗਾਏ ਐਨ.ਐਸ.ਏ ਨੂੰ ਤੁਰੰਤ ਹਟਾ ਕੇ ਉਨ੍ਹਾਂ ਨੂੰ ਰਿਹਾਅ ਕਰਨ ਦੀ ਮੰਗ ਅਕਾਲੀ ਦਲ (ਵਾਰਿਸ ਪੰਜਾਬ ਦੇ) ਦੇ ਆਗੂਆਂ ਨੇ ਕੀਤੀ ਹੈ। ਆਗੂਆਂ ਨੇ ਕਿਹਾ ਕਿ ਲੋਕਾਂ ਵਲੋਂ ਚੁਣੇ ਗਏ ਨੁਮਾਇੰਦੇ ਨੂੰ ਜੇਲ੍ਹ ਵਿਚ ਰੱਖਣਾ ਲੋਕਤੰਤਰ ਦਾ ਅਪਮਾਨ ਹੈ। ਉਨ੍ਹਾਂ ਕਿਹਾ ਕਿ ਸਰਕਾਰ ਵਲੋਂ ਵਾਰ ਵਾਰ ਐਨ.ਐਸ.ਏ ਦੀ ਮਿਆਦ ਵਧਾਉਣਾ ਗੈਰ ਕਾਨੂੰਨੀ ਹੈ। ਇਸ ਮੌਕੇ ਪਾਰਟੀ ਦੇ ਜ਼ਿਲ੍ਹਾ ਪ੍ਰਧਾਨ, ਸਰਕਲ ਪ੍ਰਧਾਨ ਅਤੇ ਹੋਰ ਆਗੂ ਹਾਜ਼ਰ ਸਨ। ਉਨ੍ਹਾਂ ਨੇ ਐਲਾਨ ਕੀਤਾ ਕਿ ਪਾਰਟੀ 2027 ਦੀਆਂ ਵਿਧਾਨ ਸਭਾ ਚੋਣਾਂ ਵਿਚ ਪੂਰੀ ਤਾਕਤ ਨਾਲ ਹਿੱਸਾ ਲਵੇਗੀ ਅਤੇ ਪੰਜਾਬ ਦੇ ਹੱਕਾਂ ਲਈ ਸੰਘਰਸ਼ ਜਾਰੀ ਰੱਖੇਗੀ। ਆਗੂਆਂ ਨੇ ਨੌਜਵਾਨਾਂ ਨੂੰ ਪਾਰਟੀ ਨਾਲ ਜੁੜਨ ਦੀ ਅਪੀਲ ਕੀਤੀ ਅਤੇ ਕਿਹਾ ਕਿ ਪੰਥ ਅਤੇ ਪੰਜਾਬ ਦੀ ਭਲਾਈ ਲਈ ਇਕਜੁੱਟ ਹੋਣਾ ਸਮੇਂ ਦੀ ਲੋੜ ਹੈ। bbox=[381, 1893, 760, 2025]
article-body: ਸੰਗਤ ਮੰਡੀ 19 ਮਈ (ਗੁਰਜੀਤ ਚੌਹਾਨ)- ਨਸ਼ਿਆਂ ਵਿਰੁੱਧ ਚਲਾਈ ਮੁਹਿੰਮ ਤਹਿਤ ਥਾਣਾ ਸੰਗਤ ਦੀ ਪੁਲਿਸ ਨੇ ਇਕ ਨੌਜਵਾਨ ਨੂੰ 300 ਗ੍ਰਾਮ ਅਫੀਮ ਸਮੇਤ ਕਾਬੂ ਕੀਤਾ ਹੈ। ਥਾਣਾ ਮੁਖੀ ਨੇ ਦੱਸਿਆ ਕਿ ਗਸ਼ਤ ਦੌਰਾਨ ਸ਼ੱਕ ਦੇ ਆਧਾਰ ਤੇ ਨੌਜਵਾਨ ਨੂੰ ਰੋਕ ਕੇ ਤਲਾਸ਼ੀ ਲਈ ਗਈ ਤਾਂ ਉਸ ਕੋਲੋਂ ਅਫੀਮ ਬਰਾਮਦ ਹੋਈ। ਦੋਸ਼ੀ ਖਿਲਾਫ ਐਨਡੀਪੀਐਸ ਐਕਟ ਤਹਿਤ ਮਾਮਲਾ ਦਰਜ ਕਰਕੇ ਅਗਲੀ ਕਾਰਵਾਈ ਸ਼ੁਰੂ ਕਰ ਦਿੱਤੀ ਗਈ ਹੈ। bbox=[3, 1753, 363, 1825]
subheadline: ਗੁਰੂ ਸਿੰਘ ਵਿੱਚੋਂ ਦੇ ਭੂਮੀ ਵਲੋਂ ਕੀਤੇ ਨਿੱਜੀ ਸਕੂਲ ਵਿੱਚ ਮਾਣ ਵਧੇ - ਸਰਪੰਚ ਗੁਰਦੀਪ ਸਿੰਘ bbox=[1192, 1937, 1462, 1947]
photo-portrait bbox=[477, 2049, 569, 2254]
headline: ਰਾਮ ਮੂਰਤੀ ਦਾ ਸਰਕਾਰੀ ਸਕੂਲ ਹਬਾਣਾਂ bbox=[1193, 1888, 1462, 1911]
photo-inauguration bbox=[3, 1176, 363, 1302]
photo-portrait bbox=[1441, 1362, 1512, 1441]
article-body: ਬਠਿੰਡਾ ਵੱਟ, 19 ਮਈ (ਕੁਲਵਿੰਦਰ ਸਿੰਘ ਚੌਹਾਨ)- ਮੈਂਬਰ ਪਾਰਲੀਮੈਂਟ ਭਾਈ ਅੰਮ੍ਰਿਤਪਾਲ ਸਿੰਘ ਖਾਲਸਾ ਤੇ ਲਗਾਏ ਐਨ.ਐਸ.ਏ ਨੂੰ ਤੁਰੰਤ ਹਟਾ ਕੇ ਉਨ੍ਹਾਂ ਨੂੰ ਰਿਹਾਅ ਕਰਨ ਦੀ ਮੰਗ ਅਕਾਲੀ ਦਲ (ਵਾਰਿਸ ਪੰਜਾਬ ਦੇ) ਦੇ ਆਗੂਆਂ ਨੇ ਕੀਤੀ ਹੈ। ਆਗੂਆਂ ਨੇ ਕਿਹਾ ਕਿ ਲੋਕਾਂ ਵਲੋਂ ਚੁਣੇ ਗਏ ਨੁਮਾਇੰਦੇ ਨੂੰ ਜੇਲ੍ਹ ਵਿਚ ਰੱਖਣਾ ਲੋਕਤੰਤਰ ਦਾ ਅਪਮਾਨ ਹੈ। ਉਨ੍ਹਾਂ ਕਿਹਾ ਕਿ ਸਰਕਾਰ ਵਲੋਂ ਵਾਰ ਵਾਰ ਐਨ.ਐਸ.ਏ ਦੀ ਮਿਆਦ ਵਧਾਉਣਾ ਗੈਰ ਕਾਨੂੰਨੀ ਹੈ। ਇਸ ਮੌਕੇ ਪਾਰਟੀ ਦੇ ਜ਼ਿਲ੍ਹਾ ਪ੍ਰਧਾਨ, ਸਰਕਲ ਪ੍ਰਧਾਨ ਅਤੇ ਹੋਰ ਆਗੂ ਹਾਜ਼ਰ ਸਨ। ਉਨ੍ਹਾਂ ਨੇ ਐਲਾਨ ਕੀਤਾ ਕਿ ਪਾਰਟੀ 2027 ਦੀਆਂ ਵਿਧਾਨ ਸਭਾ ਚੋਣਾਂ ਵਿਚ ਪੂਰੀ ਤਾਕਤ ਨਾਲ ਹਿੱਸਾ ਲਵੇਗੀ ਅਤੇ ਪੰਜਾਬ ਦੇ ਹੱਕਾਂ ਲਈ ਸੰਘਰਸ਼ ਜਾਰੀ ਰੱਖੇਗੀ। ਆਗੂਆਂ ਨੇ ਨੌਜਵਾਨਾਂ ਨੂੰ ਪਾਰਟੀ ਨਾਲ ਜੁੜਨ ਦੀ ਅਪੀਲ ਕੀਤੀ ਅਤੇ ਕਿਹਾ ਕਿ ਪੰਥ ਅਤੇ ਪੰਜਾਬ ਦੀ ਭਲਾਈ ਲਈ ਇਕਜੁੱਟ ਹੋਣਾ ਸਮੇਂ ਦੀ ਲੋੜ ਹੈ। bbox=[3, 1893, 373, 2025]
article-body: ਅਮਰਗੜ੍ਹ, 19 ਮਈ (ਹਰਪ੍ਰੀਤ ਸਿੰਘ ਕਲਸੀ)- ਪੰਜਾਬ ਸਿੱਖਿਆ ਕ੍ਰਾਂਤੀ ਨੂੰ ਕੇਵਲ ਇਕ ਮੁਹਿੰਮ ਨਹੀਂ ਬਲਕਿ ਸਿੱਖਿਆ ਦੇ ਖੇਤਰ ਵਿਚ ਨਵੇਂ ਯੁੱਗ ਦੀ ਸ਼ੁਰੂਆਤ ਦੱਸਦਿਆਂ ਵਿਧਾਇਕ ਅਮਰਗੜ੍ਹ ਨੇ ਹਲਕੇ ਦੇ ਪਿੰਡਾਂ ਦੇ ਸਰਕਾਰੀ ਸਕੂਲਾਂ ਵਿਚ ਮੁਕੰਮਲ ਹੋਏ ਵਿਕਾਸ ਕਾਰਜਾਂ ਦੇ ਉਦਘਾਟਨ ਕੀਤੇ। ਉਨ੍ਹਾਂ ਕਿਹਾ ਕਿ ਮੁੱਖ ਮੰਤਰੀ ਭਗਵੰਤ ਸਿੰਘ ਮਾਨ ਦੀ ਅਗਵਾਈ ਹੇਠ ਸਰਕਾਰੀ ਸਕੂਲਾਂ ਦੀ ਨੁਹਾਰ ਬਦਲੀ ਜਾ ਰਹੀ ਹੈ। ਸਕੂਲਾਂ ਵਿਚ ਨਵੇਂ ਕਮਰੇ, ਚਾਰਦੀਵਾਰੀ, ਪਖਾਨੇ ਅਤੇ ਸਮਾਰਟ ਕਲਾਸ ਰੂਮ ਬਣਾਏ ਗਏ ਹਨ। ਮਾਪਿਆਂ ਅਤੇ ਅਧਿਆਪਕਾਂ ਨੇ ਸਰਕਾਰ ਦੇ ਇਸ ਉਪਰਾਲੇ ਦੀ ਸ਼ਲਾਘਾ ਕੀਤੀ। ਇਸ ਮੌਕੇ ਸਕੂਲ ਪ੍ਰਬੰਧਕ ਕਮੇਟੀ ਦੇ ਮੈਂਬਰ, ਪਿੰਡ ਦੇ ਪੰਚ ਸਰਪੰਚ ਅਤੇ ਪਤਵੰਤੇ ਹਾਜ਼ਰ ਸਨ। ਵਿਧਾਇਕ ਨੇ ਵਿਦਿਆਰਥੀਆਂ ਨੂੰ ਮਿਹਨਤ ਕਰਨ ਲਈ ਪ੍ਰੇਰਿਤ ਕੀਤਾ ਅਤੇ ਕਿਹਾ ਕਿ ਸਰਕਾਰ ਵੱਲੋਂ ਹਰ ਸੰਭਵ ਸਹਾਇਤਾ ਦਿੱਤੀ ਜਾਵੇਗੀ। bbox=[372, 717, 561, 954]
article-body: ਭੋਗਪੁਰ 19 ਮਈ (ਬੀ.ਕੇ.ਰਾਣਾ)- ਪੰਜਾਬ ਵਿਧਾਨ ਸਭਾ ਦੇ ਸਪੀਕਰ ਵੱਲੋਂ ਵਿਧਾਇਕ ਸੁਖਵਿੰਦਰ ਸਿੰਘ ਕੋਟਲੀ ਨੂੰ ਪੰਚਾਇਤੀ ਰਾਜ ਅਤੇ ਕੰਪਾਰਟਵ ਵਿਭਾਗ ਦੀ ਕਮੇਟੀ ਦਾ ਮੈਂਬਰ ਨਿਯੁਕਤ ਕੀਤਾ ਗਿਆ ਹੈ। ਵਿਧਾਇਕ ਨੇ ਇਸ ਜ਼ਿੰਮੇਵਾਰੀ ਲਈ ਸਪੀਕਰ ਅਤੇ ਮੁੱਖ ਮੰਤਰੀ ਦਾ ਧੰਨਵਾਦ ਕੀਤਾ ਅਤੇ ਕਿਹਾ ਕਿ ਉਹ ਪੂਰੀ ਇਮਾਨਦਾਰੀ ਨਾਲ ਕੰਮ ਕਰਨਗੇ। bbox=[1142, 1332, 1436, 1404]
headline bbox=[372, 591, 1135, 627]
photo-school-event bbox=[569, 670, 849, 796]
article-pensioners bbox=[377, 69, 944, 578]
photo-portrait bbox=[124, 663, 243, 793]
article-border-farming bbox=[372, 1076, 1280, 1356]
headline: ਪੰਜਾਬ ਤੇ ਚੰਡੀਗੜ੍ਹ ਜਨਰਲਿਸਟ ਚੰਡੀਗੜ੍ਹ ਯੂਨੀਅਨ ਵੱਲੋਂ ਪੱਤਰਕਾਰ ਬਾਬੂਸ਼ਾਹੀ ਸ਼ਾਹ ਨੂੰ ਗ੍ਰਿਫ਼ਤਾਰ ਕਰਨ ਦੀ ਜ਼ੋਰਦਾਰ ਨਿੰਦਿਆ bbox=[13, 593, 353, 657]
masthead-logo: ਹੱਕ ਸੱਚ ਦਾ ਪਹਿਰੇਦਾਰ bbox=[1273, 21, 1512, 54]
divider bbox=[0, 1847, 1512, 1848]
article-body: ਅਜਨਾਲਾ,19 ਮਈ (ਸੁਖਚੈਨ ਸਿੰਘ ਗਿੱਲ)- ਭਾਰਤ - ਪਾਕਿ ਸਰਹੱਦ ਤੇ ਕੰਡਿਆਲੀ ਤਾਰ ਤੋਂ ਪਾਰ ਖੇਤੀ ਕਰਨ ਵਾਲੇ ਕਿਸਾਨਾਂ ਲਈ ਖੁਸ਼ਖਬਰੀ ਹੈ ਕਿ ਅੱਜ ਤੋਂ ਬਕਾਇਦਾ ਗੇਟ ਖੋਲ੍ਹੇ ਜਾਣਗੇ। ਕੈਬਨਿਟ ਮੰਤਰੀ ਸ. ਕੁਲਦੀਪ ਸਿੰਘ ਧਾਲੀਵਾਲ ਨੇ ਦੱਸਿਆ ਕਿ ਇਸ ਸਬੰਧੀ ਬੀਐਸਐਫ ਦੇ ਉੱਚ ਅਧਿਕਾਰੀਆਂ ਨਾਲ ਮੀਟਿੰਗ ਕੀਤੀ ਗਈ ਹੈ। ਉਨ੍ਹਾਂ ਕਿਹਾ ਕਿ ਤਣਾਅ ਦੇ ਮਾਹੌਲ ਕਾਰਨ ਕਿਸਾਨ ਆਪਣੀਆਂ ਫ਼ਸਲਾਂ ਦੀ ਸੰਭਾਲ ਨਹੀਂ ਕਰ ਪਾ ਰਹੇ ਸਨ। ਹੁਣ ਕਿਸਾਨ ਨਿਰਧਾਰਤ ਸਮੇਂ ਦੌਰਾਨ ਆਪਣੇ ਖੇਤਾਂ ਵਿਚ ਜਾ ਸਕਣਗੇ ਅਤੇ ਕਣਕ ਦੀ ਨਾੜ ਸਾਂਭਣ ਅਤੇ ਅਗਲੀ ਫ਼ਸਲ ਦੀ ਤਿਆਰੀ ਕਰ ਸਕਣਗੇ। ਮੰਤਰੀ ਨੇ ਸਰਹੱਦੀ ਪਿੰਡਾਂ ਦੇ ਲੋਕਾਂ ਦੇ ਹੌਸਲੇ ਦੀ ਸ਼ਲਾਘਾ ਕੀਤੀ ਅਤੇ ਭਰੋਸਾ ਦਿਵਾਇਆ ਕਿ ਸਰਕਾਰ ਹਰ ਸਮੇਂ ਉਨ੍ਹਾਂ ਦੇ ਨਾਲ ਖੜ੍ਹੀ ਹੈ। ਇਸ ਮੌਕੇ ਪਿੰਡਾਂ ਦੇ ਸਰਪੰਚ, ਕਿਸਾਨ ਆਗੂ ਅਤੇ ਪ੍ਰਸ਼ਾਸਨਿਕ ਅਧਿਕਾਰੀ ਹਾਜ਼ਰ ਸਨ। bbox=[372, 1161, 671, 1323]
photo-student-honour bbox=[1142, 1954, 1512, 2206]
article-body-continued: ਬਠਿੰਡਾ ਵੱਟ, 19 ਮਈ (ਕੁਲਵਿੰਦਰ ਸਿੰਘ ਚੌਹਾਨ)- ਮੈਂਬਰ ਪਾਰਲੀਮੈਂਟ ਭਾਈ ਅੰਮ੍ਰਿਤਪਾਲ ਸਿੰਘ ਖਾਲਸਾ ਤੇ ਲਗਾਏ ਐਨ.ਐਸ.ਏ ਨੂੰ ਤੁਰੰਤ ਹਟਾ ਕੇ ਉਨ੍ਹਾਂ ਨੂੰ ਰਿਹਾਅ ਕਰਨ ਦੀ ਮੰਗ ਅਕਾਲੀ ਦਲ (ਵਾਰਿਸ ਪੰਜਾਬ ਦੇ) ਦੇ ਆਗੂਆਂ ਨੇ ਕੀਤੀ ਹੈ। ਆਗੂਆਂ ਨੇ ਕਿਹਾ ਕਿ ਲੋਕਾਂ ਵਲੋਂ ਚੁਣੇ ਗਏ ਨੁਮਾਇੰਦੇ ਨੂੰ ਜੇਲ੍ਹ ਵਿਚ ਰੱਖਣਾ ਲੋਕਤੰਤਰ ਦਾ ਅਪਮਾਨ ਹੈ। ਉਨ੍ਹਾਂ ਕਿਹਾ ਕਿ ਸਰਕਾਰ ਵਲੋਂ ਵਾਰ ਵਾਰ ਐਨ.ਐਸ.ਏ ਦੀ ਮਿਆਦ ਵਧਾਉਣਾ ਗੈਰ ਕਾਨੂੰਨੀ ਹੈ। ਇਸ ਮੌਕੇ ਪਾਰਟੀ ਦੇ ਜ਼ਿਲ੍ਹਾ ਪ੍ਰਧਾਨ, ਸਰਕਲ ਪ੍ਰਧਾਨ ਅਤੇ ਹੋਰ ਆਗੂ ਹਾਜ਼ਰ ਸਨ। ਉਨ੍ਹਾਂ ਨੇ ਐਲਾਨ ਕੀਤਾ ਕਿ ਪਾਰਟੀ 2027 ਦੀਆਂ ਵਿਧਾਨ ਸਭਾ ਚੋਣਾਂ ਵਿਚ ਪੂਰੀ ਤਾਕਤ ਨਾਲ ਹਿੱਸਾ ਲਵੇਗੀ ਅਤੇ ਪੰਜਾਬ ਦੇ ਹੱਕਾਂ ਲਈ ਸੰਘਰਸ਼ ਜਾਰੀ ਰੱਖੇਗੀ। ਆਗੂਆਂ ਨੇ ਨੌਜਵਾਨਾਂ ਨੂੰ ਪਾਰਟੀ ਨਾਲ ਜੁੜਨ ਦੀ ਅਪੀਲ ਕੀਤੀ ਅਤੇ ਕਿਹਾ ਕਿ ਪੰਥ ਅਤੇ ਪੰਜਾਬ ਦੀ ਭਲਾਈ ਲਈ ਇਕਜੁੱਟ ਹੋਣਾ ਸਮੇਂ ਦੀ ਲੋੜ ਹੈ। bbox=[381, 2264, 760, 2395]
article-govt-schools bbox=[1142, 1557, 1512, 1844]
article-ghudda-grant bbox=[0, 1103, 366, 1568]
article-body: ਬਠਿੰਡਾ ਭਾਈ, 19 ਮਈ (ਮਿੰਦਰ ਸਿੰਘ ਕੰਵਰ ਸਿੰਘ ਸਿੱਧੂ)- ਪੰਜਾਬ ਅਤੇ ਚੰਡੀਗੜ੍ਹ ਜਰਨਲਿਸਟ ਯੂਨੀਅਨ ਨੇ ਪ੍ਰਮੁੱਖ ਡਿਜੀਟਲ ਅਖ਼ਬਾਰ ਦੇ ਪੱਤਰਕਾਰ ਦੀ ਗ੍ਰਿਫ਼ਤਾਰੀ ਦੀ ਸਖ਼ਤ ਨਿੰਦਿਆ ਕੀਤੀ ਹੈ। ਯੂਨੀਅਨ ਆਗੂਆਂ ਨੇ ਕਿਹਾ ਕਿ ਇਹ ਪ੍ਰੈਸ ਦੀ ਆਜ਼ਾਦੀ ਉੱਤੇ ਸਿੱਧਾ ਹਮਲਾ ਹੈ ਅਤੇ ਸਰਕਾਰ ਨੂੰ ਤੁਰੰਤ ਪੱਤਰਕਾਰ ਨੂੰ ਰਿਹਾਅ ਕਰਨਾ ਚਾਹੀਦਾ ਹੈ। ਉਨ੍ਹਾਂ ਕਿਹਾ ਕਿ ਲੋਕਤੰਤਰ ਵਿਚ ਪੱਤਰਕਾਰਾਂ ਨੂੰ ਸੱਚ ਲਿਖਣ ਤੋਂ ਰੋਕਣਾ ਕਿਸੇ ਵੀ ਹਾਲਤ ਵਿਚ ਬਰਦਾਸ਼ਤ ਨਹੀਂ ਕੀਤਾ ਜਾਵੇਗਾ। ਯੂਨੀਅਨ ਨੇ ਐਲਾਨ ਕੀਤਾ ਕਿ ਜੇ ਮਾਮਲਾ ਵਾਪਸ ਨਾ ਲਿਆ ਗਿਆ ਤਾਂ ਸੂਬਾ ਪੱਧਰੀ ਸੰਘਰਸ਼ ਵਿੱਢਿਆ ਜਾਵੇਗਾ। bbox=[5, 800, 362, 887]
headline: ਅੱਜ ਤੋਂ ਬਕਾਇਦਾ ਗੇਟ ਖੁੱਲ੍ਹਣਗੇ -, ਮੰਤਰੀ ਸ.ਧਾਲੀਵਾਲ bbox=[438, 1117, 1074, 1153]
headline bbox=[0, 136, 370, 195]
article-school-honour bbox=[1142, 1888, 1512, 2408]
article-body: ਮੋਗਾ 19 ਮਈ (ਰਿਪੋਰਟਰ)- ਭਾਰਤੀ ਜਨਤਾ ਪਾਰਟੀ ਦੇ ਬੁੱਧੀਜੀਵੀ ਸੈੱਲ ਵਲੋਂ ਸਿੱਖਿਆ ਅਤੇ ਸਿਹਤ ਸੰਬੰਧੀ ਵਰਕਸ਼ਾਪਾਂ ਦਾ ਆਯੋਜਨ ਕੀਤਾ ਗਿਆ ਜਿਸ ਵਿਚ ਵੱਖ ਵੱਖ ਖੇਤਰਾਂ ਦੇ ਮਾਹਿਰਾਂ ਨੇ ਭਾਗ ਲਿਆ। ਬੁਲਾਰਿਆਂ ਨੇ ਨਵੀਂ ਸਿੱਖਿਆ ਨੀਤੀ ਅਤੇ ਸਿਹਤ ਸਹੂਲਤਾਂ ਬਾਰੇ ਵਿਸਥਾਰ ਨਾਲ ਜਾਣਕਾਰੀ ਦਿੱਤੀ। ਉਨ੍ਹਾਂ ਕਿਹਾ ਕਿ ਕੇਂਦਰ ਸਰਕਾਰ ਦੀਆਂ ਯੋਜਨਾਵਾਂ ਦਾ ਲਾਭ ਹਰ ਵਰਗ ਤੱਕ ਪਹੁੰਚਾਉਣਾ ਜ਼ਰੂਰੀ ਹੈ। ਸੈੱਲ ਦੇ ਕਨਵੀਨਰ ਨੇ ਕਿਹਾ ਕਿ ਬੁੱਧੀਜੀਵੀ ਵਰਗ ਸਮਾਜ ਨੂੰ ਸਹੀ ਦਿਸ਼ਾ ਦੇ ਸਕਦਾ ਹੈ। ਵਰਕਸ਼ਾਪ ਵਿਚ ਅਧਿਆਪਕਾਂ, ਡਾਕਟਰਾਂ, ਵਕੀਲਾਂ ਅਤੇ ਹੋਰ ਪੇਸ਼ੇਵਰਾਂ ਨੇ ਹਿੱਸਾ ਲਿਆ ਅਤੇ ਆਪਣੇ ਵਿਚਾਰ ਸਾਂਝੇ ਕੀਤੇ। ਅੰਤ ਵਿਚ ਪ੍ਰਬੰਧਕਾਂ ਵਲੋਂ ਸਾਰੇ ਮਹਿਮਾਨਾਂ ਦਾ ਧੰਨਵਾਦ ਕੀਤਾ ਗਿਆ ਅਤੇ ਅਜਿਹੇ ਪ੍ਰੋਗਰਾਮ ਲਗਾਤਾਰ ਕਰਵਾਉਣ ਦਾ ਐਲਾਨ ਕੀਤਾ ਗਿਆ। bbox=[372, 1392, 750, 1524]
photo-portrait bbox=[381, 2049, 474, 2254]
